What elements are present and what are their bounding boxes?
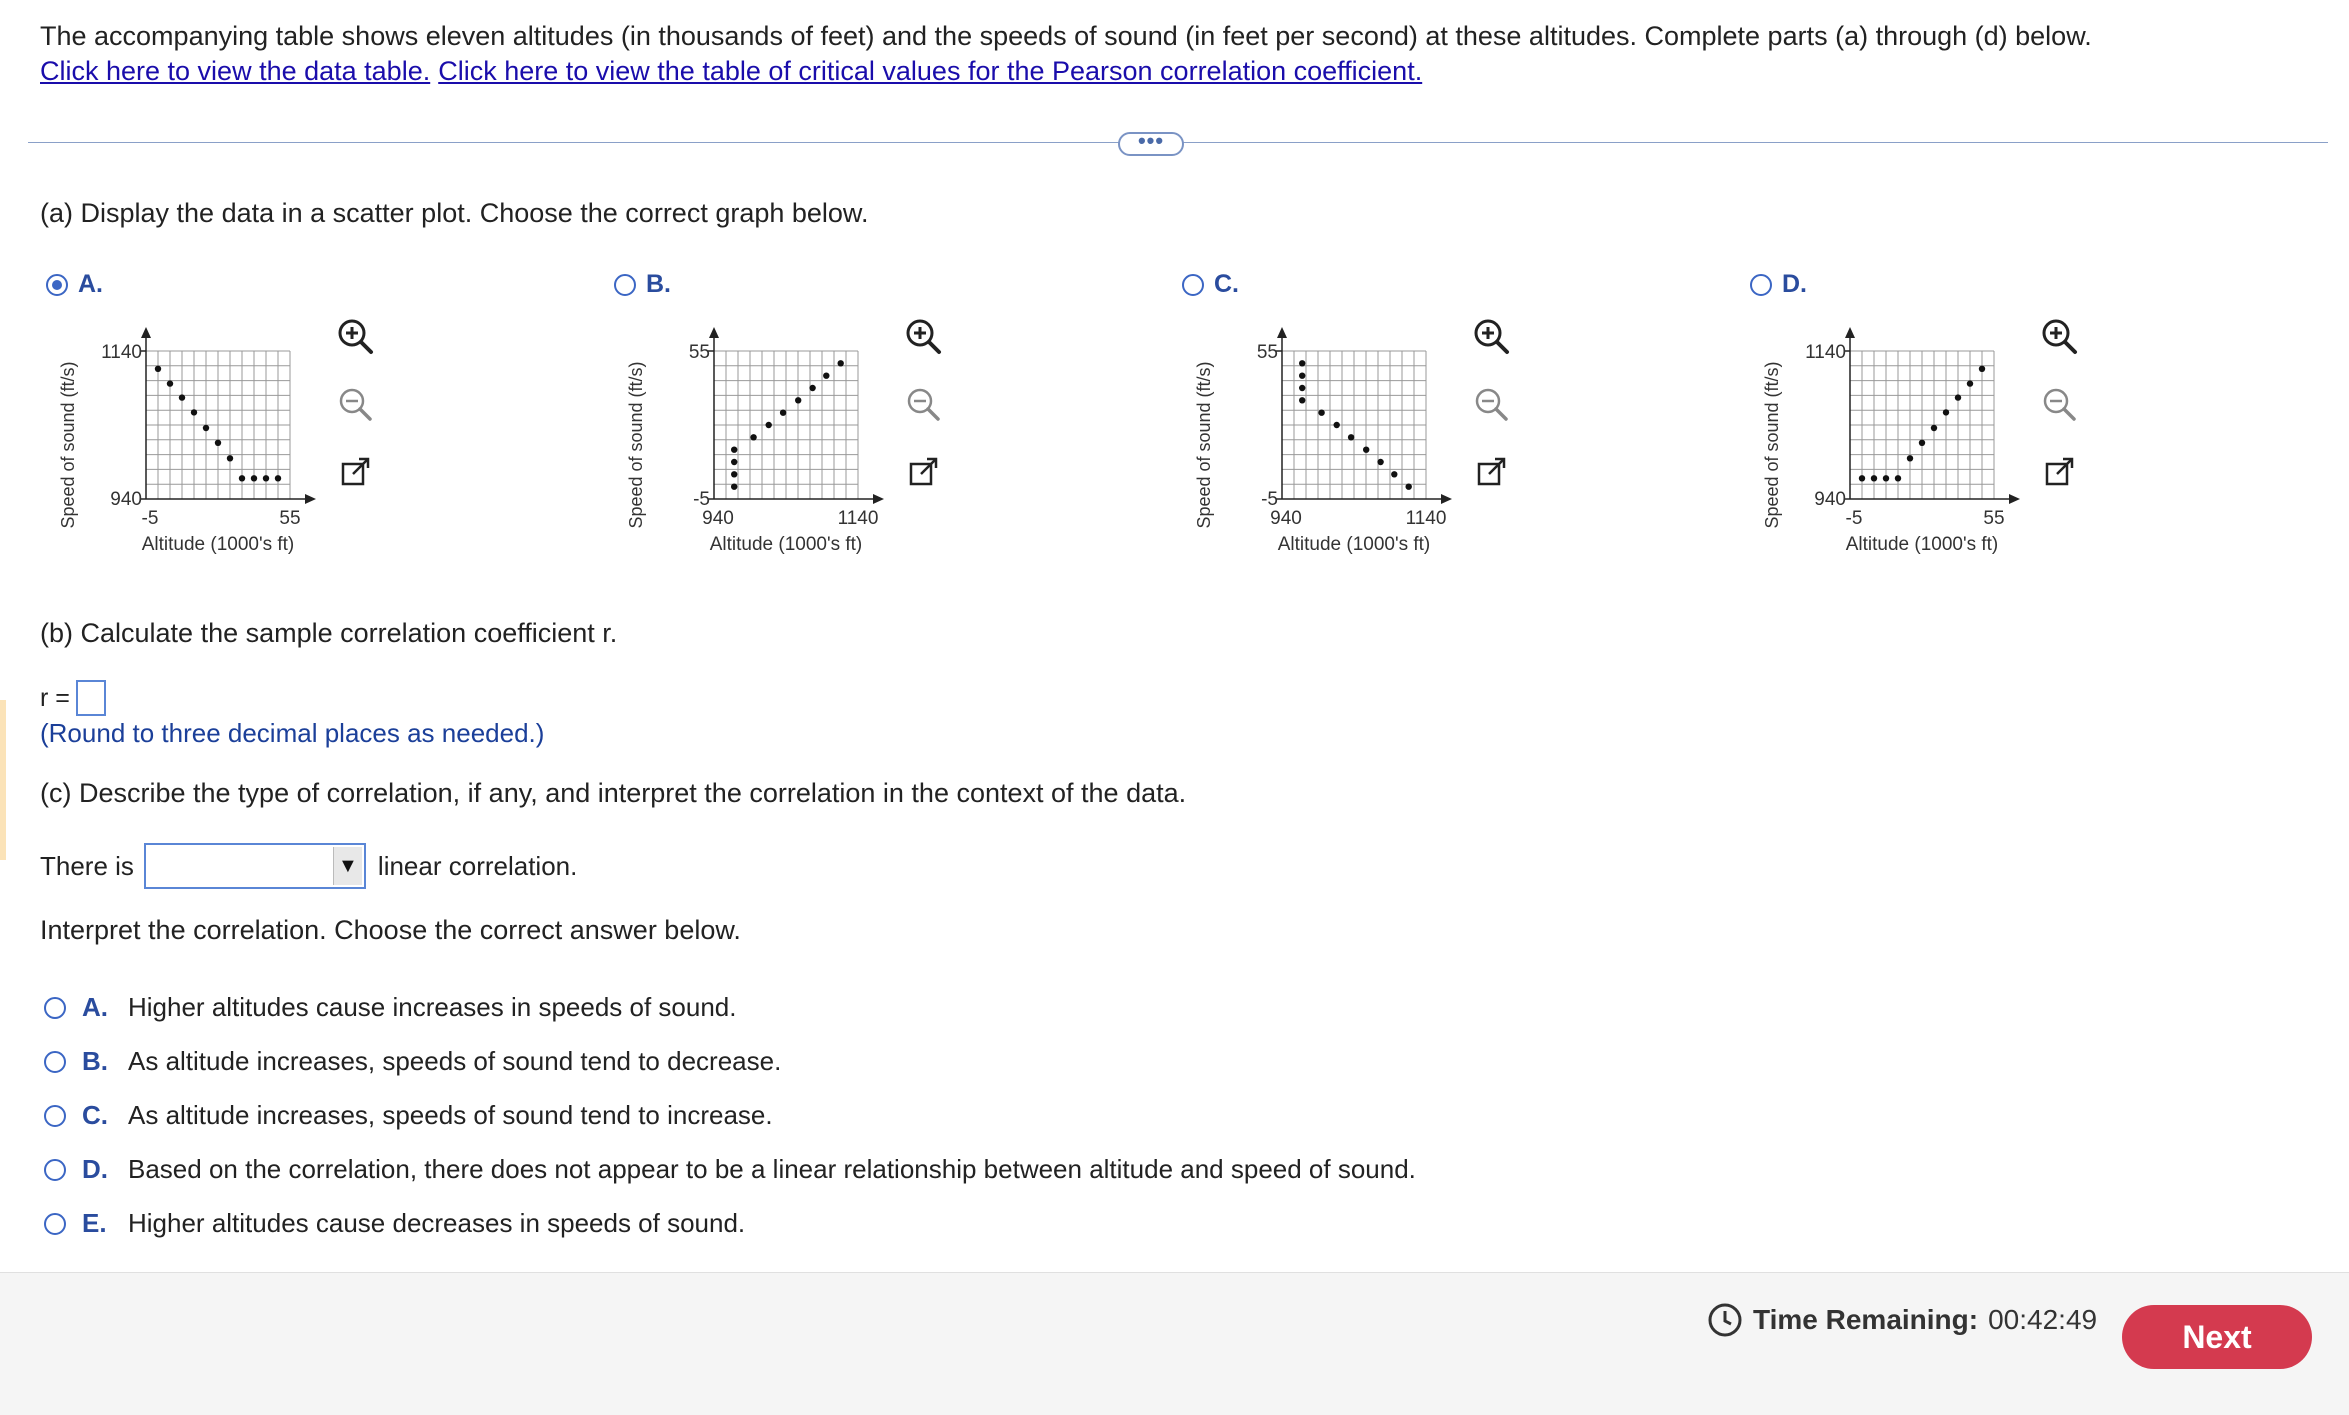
data-point [215, 440, 221, 446]
x-axis-arrow [873, 494, 884, 504]
zoom-in-icon[interactable] [2036, 313, 2082, 359]
y-axis-label: Speed of sound (ft/s) [1762, 361, 1782, 529]
next-button[interactable]: Next [2122, 1305, 2312, 1369]
x-axis-arrow [2009, 494, 2020, 504]
answer-b-radio[interactable] [44, 1051, 66, 1073]
zoom-out-icon[interactable] [332, 381, 378, 427]
option-c-radio[interactable] [1182, 274, 1204, 296]
part-c-prompt: (c) Describe the type of correlation, if any, and interpret the correlation in the context of the data. [40, 778, 1187, 808]
answer-c-text: As altitude increases, speeds of sound tend to increase. [128, 1100, 773, 1130]
data-point [1377, 459, 1383, 465]
data-point [1859, 475, 1865, 481]
answer-a[interactable] [44, 992, 736, 1023]
time-remaining-value: 00:42:49 [1988, 1304, 2098, 1335]
y-tick-label: 55 [1256, 342, 1278, 363]
there-is-label: There is [40, 850, 134, 881]
data-point [251, 475, 257, 481]
x-axis-arrow [1441, 494, 1452, 504]
y-tick-label: -5 [1261, 489, 1278, 510]
x-tick-label: -5 [1845, 508, 1863, 529]
data-point [750, 434, 756, 440]
answer-e-letter: E. [82, 1208, 107, 1238]
option-a[interactable] [46, 270, 103, 299]
data-point [1943, 409, 1949, 415]
data-point [275, 475, 281, 481]
x-axis-label: Altitude (1000's ft) [1845, 534, 1999, 555]
r-row [40, 680, 106, 716]
footer-bar [0, 1272, 2349, 1415]
y-axis-label: Speed of sound (ft/s) [626, 361, 646, 529]
answer-d-letter: D. [82, 1154, 108, 1184]
data-point [167, 380, 173, 386]
open-new-window-icon[interactable] [2036, 449, 2082, 495]
dropdown-arrow-icon[interactable]: ▼ [333, 847, 362, 885]
option-a-radio[interactable] [46, 274, 68, 296]
option-c-letter: C. [1214, 270, 1239, 298]
time-remaining-label: Time Remaining: [1753, 1304, 1979, 1335]
answer-e-radio[interactable] [44, 1213, 66, 1235]
data-point [731, 447, 737, 453]
x-axis-label: Altitude (1000's ft) [1277, 534, 1431, 555]
y-tick-label: 1140 [1805, 342, 1846, 363]
zoom-in-icon[interactable] [1468, 313, 1514, 359]
y-tick-label: 940 [110, 489, 142, 510]
y-axis-arrow [1277, 327, 1287, 338]
data-point [1883, 475, 1889, 481]
option-b-radio[interactable] [614, 274, 636, 296]
answer-d-text: Based on the correlation, there does not appear to be a linear relationship between altitude and speed of sound. [128, 1154, 1416, 1184]
linear-correlation-label: linear correlation. [377, 850, 578, 881]
data-point [1895, 475, 1901, 481]
option-a-letter: A. [78, 270, 103, 298]
zoom-out-icon[interactable] [2036, 381, 2082, 427]
data-point [731, 471, 737, 477]
data-point [731, 484, 737, 490]
data-point [795, 397, 801, 403]
x-tick-label: 55 [279, 508, 301, 529]
y-axis-label: Speed of sound (ft/s) [58, 361, 78, 529]
y-tick-label: 1140 [101, 342, 142, 363]
r-label: r = [40, 683, 70, 712]
answer-a-text: Higher altitudes cause increases in speeds of sound. [128, 992, 737, 1022]
answer-b-letter: B. [82, 1046, 108, 1076]
y-axis-arrow [1845, 327, 1855, 338]
data-point [766, 422, 772, 428]
zoom-out-icon[interactable] [900, 381, 946, 427]
data-point [780, 410, 786, 416]
correlation-type-row [40, 843, 577, 889]
answer-e-text: Higher altitudes cause decreases in speeds of sound. [128, 1208, 746, 1238]
answer-a-radio[interactable] [44, 997, 66, 1019]
x-axis-label: Altitude (1000's ft) [709, 534, 863, 555]
interpret-prompt: Interpret the correlation. Choose the correct answer below. [40, 915, 741, 945]
intro [40, 18, 2290, 93]
data-point [1318, 410, 1324, 416]
data-point [1919, 440, 1925, 446]
answer-d-radio[interactable] [44, 1159, 66, 1181]
critical-values-link[interactable]: Click here to view the table of critical values for the Pearson correlation coefficient. [438, 56, 1423, 86]
scatter-plot-d [1754, 310, 2084, 580]
scatter-plot-b [618, 310, 948, 580]
intro-text: The accompanying table shows eleven altitudes (in thousands of feet) and the speeds of sound (in feet per second) at these altitudes. Complete parts (a) through (d) below. [40, 21, 2092, 51]
left-accent-bar [0, 700, 6, 860]
open-new-window-icon[interactable] [1468, 449, 1514, 495]
option-b[interactable] [614, 270, 671, 299]
data-table-link[interactable]: Click here to view the data table. [40, 56, 431, 86]
correlation-type-dropdown[interactable] [144, 843, 366, 889]
data-point [838, 360, 844, 366]
data-point [227, 455, 233, 461]
data-point [1391, 471, 1397, 477]
option-b-letter: B. [646, 270, 671, 298]
rounding-hint: (Round to three decimal places as needed.) [40, 718, 545, 748]
option-d-letter: D. [1782, 270, 1807, 298]
answer-b-text: As altitude increases, speeds of sound tend to decrease. [128, 1046, 782, 1076]
answer-d[interactable] [44, 1154, 1416, 1185]
r-input[interactable] [76, 680, 106, 716]
y-axis-arrow [141, 327, 151, 338]
data-point [1931, 425, 1937, 431]
y-axis-arrow [709, 327, 719, 338]
option-d-radio[interactable] [1750, 274, 1772, 296]
data-point [1871, 475, 1877, 481]
zoom-in-icon[interactable] [332, 313, 378, 359]
time-remaining [1707, 1302, 2097, 1338]
x-tick-label: 940 [1270, 508, 1302, 529]
option-c[interactable] [1182, 270, 1239, 299]
data-point [1299, 397, 1305, 403]
answer-c-letter: C. [82, 1100, 108, 1130]
answer-c-radio[interactable] [44, 1105, 66, 1127]
x-axis-arrow [305, 494, 316, 504]
data-point [1334, 422, 1340, 428]
y-axis-label: Speed of sound (ft/s) [1194, 361, 1214, 529]
open-new-window-icon[interactable] [900, 449, 946, 495]
open-new-window-icon[interactable] [332, 449, 378, 495]
data-point [1979, 366, 1985, 372]
option-d[interactable] [1750, 270, 1807, 299]
part-a-prompt: (a) Display the data in a scatter plot. Choose the correct graph below. [40, 198, 869, 228]
x-tick-label: 1140 [1405, 508, 1447, 529]
data-point [1348, 434, 1354, 440]
x-axis-label: Altitude (1000's ft) [141, 534, 295, 555]
data-point [1907, 455, 1913, 461]
data-point [263, 475, 269, 481]
clock-icon [1707, 1302, 1743, 1338]
y-tick-label: 55 [688, 342, 710, 363]
y-tick-label: 940 [1814, 489, 1846, 510]
data-point [155, 366, 161, 372]
data-point [239, 475, 245, 481]
data-point [1299, 360, 1305, 366]
data-point [1299, 373, 1305, 379]
x-tick-label: 1140 [837, 508, 879, 529]
data-point [1955, 394, 1961, 400]
scatter-plot-c [1186, 310, 1516, 580]
x-tick-label: -5 [141, 508, 159, 529]
data-point [809, 385, 815, 391]
answer-b[interactable] [44, 1046, 781, 1077]
zoom-in-icon[interactable] [900, 313, 946, 359]
data-point [179, 394, 185, 400]
expand-more-button[interactable]: ••• [1118, 132, 1184, 156]
part-b-prompt: (b) Calculate the sample correlation coefficient r. [40, 618, 618, 648]
data-point [1406, 484, 1412, 490]
y-tick-label: -5 [693, 489, 710, 510]
data-point [731, 459, 737, 465]
answer-a-letter: A. [82, 992, 108, 1022]
data-point [1363, 447, 1369, 453]
answer-c[interactable] [44, 1100, 773, 1131]
x-tick-label: 55 [1983, 508, 2005, 529]
data-point [1299, 385, 1305, 391]
scatter-plot-a [50, 310, 380, 580]
x-tick-label: 940 [702, 508, 734, 529]
data-point [203, 425, 209, 431]
data-point [823, 373, 829, 379]
zoom-out-icon[interactable] [1468, 381, 1514, 427]
data-point [191, 409, 197, 415]
answer-e[interactable] [44, 1208, 745, 1239]
data-point [1967, 380, 1973, 386]
